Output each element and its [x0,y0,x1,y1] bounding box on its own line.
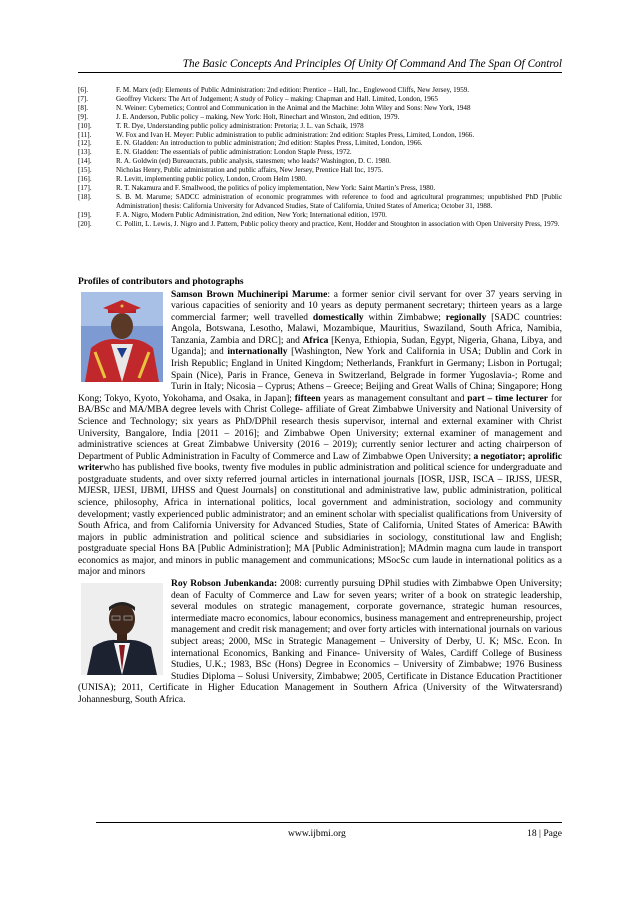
footer-page-number: 18 | Page [527,828,562,839]
reference-text: Geoffrey Vickers: The Art of Judgement; A study of Policy – making: Chapman and Hall. Limited, London, 1965 [116,94,438,103]
reference-item [78,113,562,122]
reference-text: J. E. Anderson, Public policy – making, New York: Holt, Rinechart and Winston, 2nd edition, 1979. [116,112,400,121]
reference-number: [11]. [78,130,92,139]
reference-item [78,193,562,211]
reference-text: N. Weiner: Cybernetics; Control and Communication in the Animal and the Machine: John Wiley and Sons: New York, 1948 [116,103,471,112]
reference-item [78,139,562,148]
reference-item [78,131,562,140]
reference-item [78,104,562,113]
reference-number: [13]. [78,148,92,157]
reference-item [78,148,562,157]
reference-number: [19]. [78,210,92,219]
profile-marume: Samson Brown Muchineripi Marume: a former senior civil servant for over 37 years serving in various capacities of seniority and 10 years as deputy permanent secretary; thirteen years as a large commercial farmer; well travelled domestically within Zimbabwe; regionally [SADC countries: Angola, Botswana, Lesotho, Malawi, Mozambique, Mauritius, Swaziland, South Africa, Namibia, Tanzania, Zambia and DRC]; and Africa [Kenya, Ethiopia, Sudan, Egypt, Nigeria, Ghana, Libya, and Uganda]; and internationally [Washington, New York and California in USA; Dublin and Cork in Irish Republic; England in United Kingdom; Netherlands, Frankfurt in Germany; Lisbon in Portugal; Spain (Nice), Paris in France, Geneva in Switzerland, Belgrade in former Yugoslavia-; Rome and Turin in Italy; Nicosia – Cyprus; Athens – Greece; Beijing and Great Walls of China; Singapore; Hong Kong; Tokyo, Kyoto, Yokohama, and Osaka, in Japan]; fifteen years as management consultant and part – time lecturer for BA/BSc and MA/MBA degree levels with Christ College- affiliate of Great Zimbabwe University and National University of Science and Technology; six years as PhD/DPhil research thesis supervisor, internal and external examiner with Christ University, Bangalore, India [2011 – 2016]; and Zimbabwe Open University; external examiner of management and administrative sciences at Great Zimbabwe University (2016 – 2019); currently senior lecturer and acting chairperson of Department of Public Administration in Faculty of Commerce and Law of Zimbabwe Open University; a negotiator; aprolific writerwho has published five books, twenty five modules in public administration and political science for undergraduate and postgraduate students, and over sixty referred journal articles in international journals [IOSR, IJSR, ISCA – IRJSS, IJESR, MJESR, IJESI, IJBMI, IJHSS and Quest Journals] on constitutional and administrative law, public administration, political science, philosophy, Africa in international politics, local government and administration, sociology and community development; vastly experienced public administrator; and an eminent scholar with specialist qualifications from University of South Africa, and from California University for Advanced Studies, State of California, United States of America: BAwith majors in public administration and political science and subsidiaries in sociology, constitutional law and English; postgraduate special Hons BA [Public Administration]; MA [Public Administration]; MAdmin magna cum laude in transport economics as major, and minors in public management and communications; MSocSc cum laude in international politics as a major and minors [78,289,562,578]
reference-text: E. N. Gladden: The essentials of public administration: London Staple Press, 1972. [116,148,352,157]
reference-number: [20]. [78,219,92,228]
reference-number: [14]. [78,157,92,166]
reference-text: F. M. Marx (ed): Elements of Public Administration: 2nd edition: Prentice – Hall, Inc., Englewood Cliffs, New Jersey, 1959. [116,86,470,94]
reference-item [78,211,562,220]
reference-number: [17]. [78,183,92,192]
reference-text: R. A. Goldwin (ed) Bureaucrats, public analysis, statesmen; who leads? Washington, D. C. 1980. [116,157,391,166]
reference-number: [6]. [78,86,89,94]
reference-text: E. N. Gladden: An introduction to public administration; 2nd edition: Staples Press, Limited, London, 1966. [116,139,423,148]
reference-number: [18]. [78,192,92,201]
reference-number: [10]. [78,121,92,130]
reference-item [78,184,562,193]
reference-item [78,175,562,184]
footer-website: www.ijbmi.org [288,828,346,839]
reference-text: R. T. Nakamura and F. Smallwood, the politics of policy implementation, New York: Saint Martin’s Press, 1980. [116,183,436,192]
reference-number: [16]. [78,175,92,184]
reference-item [78,220,562,229]
reference-text: C. Pollitt, L. Lewis, J. Nigro and J. Pattern, Public policy theory and practice, Kent, Hodder and Stoughton in association with Open University Press, 1979. [116,219,560,228]
reference-number: [9]. [78,112,89,121]
running-header [78,58,562,73]
profile-jubenkanda: Roy Robson Jubenkanda: 2008: currently pursuing DPhil studies with Zimbabwe Open University; dean of Faculty of Commerce and Law for seven years; writer of a book on strategic leadership, several modules on strategic management, corporate governance, strategic human resources, intermediate macro economics, labour economics, business management and entrepreneurship, project management and credit risk management; and over forty articles with international journals on various subject areas; 2000, MSc in Strategic Management – University of Derby, U. K; MSc. Econ. In international Economics, Banking and Finance- University of Wales, Cardiff College of Business Studies, U.K.; 1983, BSc (Hons) Degree in Economics – University of Zimbabwe; 1976 Business Studies Diploma – Solusi University, Zimbabwe; 2005, Certificate in Distance Education Practitioner (UNISA); 2011, Certificate in Higher Education Management in Southern Africa (University of the Witwatersrand) Johannesburg, South Africa. [78,579,562,705]
reference-text: Nicholas Henry, Public administration and public affairs, New Jersey, Prentice Hall Inc, 1975. [116,166,384,175]
photo-jubenkanda [81,583,163,675]
reference-text: S. B. M. Marume; SADCC administration of economic programmes with reference to food and agricultural programmes; unpublished PhD [Public Administration] thesis: California University for Advanced Studies, State of California, United States of America; October 31, 1988. [116,192,562,210]
profiles-section [78,277,562,706]
reference-number: [15]. [78,166,92,175]
running-title: The Basic Concepts And Principles Of Unity Of Command And The Span Of Control [182,58,562,70]
reference-number: [8]. [78,103,89,112]
reference-number: [7]. [78,94,89,103]
section-title: Profiles of contributors and photographs [78,277,244,287]
reference-text: W. Fox and Ivan H. Meyer: Public administration to public administration: 2nd edition: Staples Press, Limited, London, 1966. [116,130,475,139]
reference-item [78,86,562,95]
reference-item [78,122,562,131]
photo-marume [81,292,163,382]
reference-text: F. A. Nigro, Modern Public Administration, 2nd edition, New York; International edition, 1970. [116,210,387,219]
references-list [78,86,562,229]
reference-text: T. R. Dye, Understanding public policy administration: Pretoria; J. L. van Schaik, 1978 [116,121,364,130]
reference-text: R. Levitt, implementing public policy, London, Croom Helm 1980. [116,175,307,184]
page-footer [96,822,562,839]
reference-number: [12]. [78,139,92,148]
reference-item [78,166,562,175]
reference-item [78,157,562,166]
reference-item [78,95,562,104]
